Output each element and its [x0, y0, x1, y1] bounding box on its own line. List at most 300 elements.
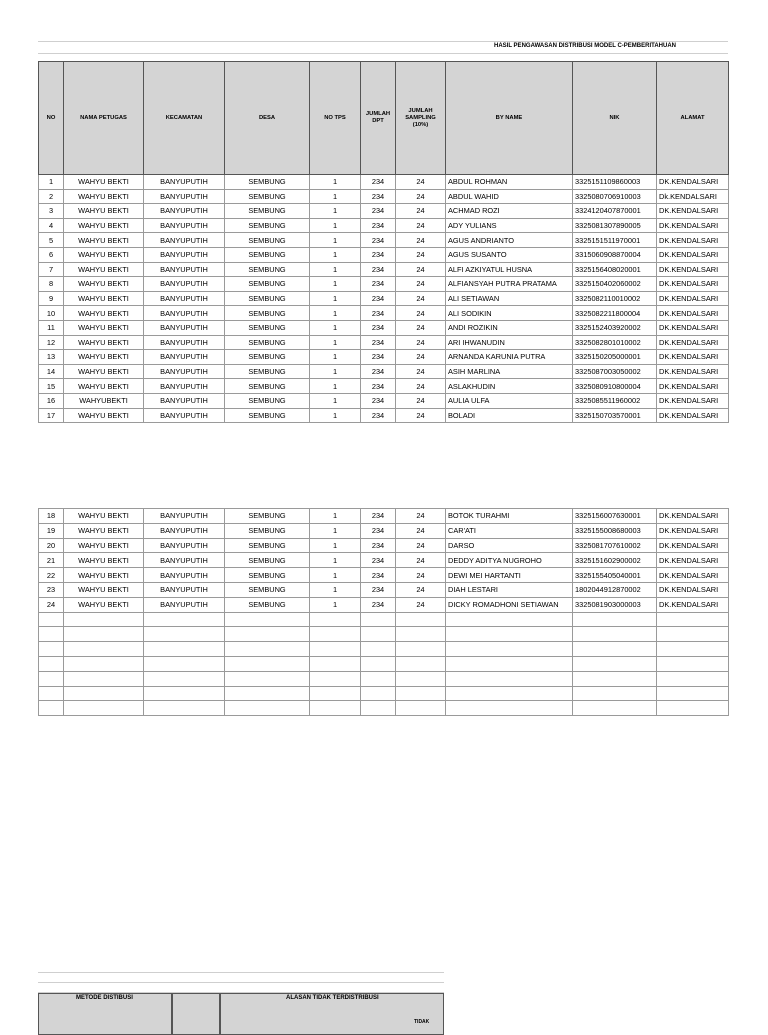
table-cell: 3325151602900002: [573, 553, 657, 568]
empty-cell: [64, 671, 144, 686]
table-row: [39, 306, 729, 321]
empty-cell: [144, 701, 225, 716]
empty-cell: [39, 686, 64, 701]
empty-row: [39, 656, 729, 671]
table-cell: ABDUL ROHMAN: [446, 175, 573, 190]
table-cell: WAHYU BEKTI: [64, 379, 144, 394]
table-cell: BANYUPUTIH: [144, 175, 225, 190]
table-cell: 21: [39, 553, 64, 568]
column-header: JUMLAH SAMPLING (10%): [396, 62, 446, 175]
table-cell: WAHYU BEKTI: [64, 291, 144, 306]
empty-cell: [225, 627, 310, 642]
table-cell: 14: [39, 364, 64, 379]
empty-cell: [64, 701, 144, 716]
table-cell: SEMBUNG: [225, 306, 310, 321]
empty-cell: [396, 612, 446, 627]
table-cell: 234: [361, 350, 396, 365]
table-cell: DK.KENDALSARI: [657, 538, 729, 553]
column-header: BY NAME: [446, 62, 573, 175]
table-cell: 1: [310, 523, 361, 538]
table-cell: BANYUPUTIH: [144, 262, 225, 277]
bottom-section: [38, 972, 444, 1024]
table-cell: DEWI MEI HARTANTI: [446, 568, 573, 583]
empty-cell: [144, 612, 225, 627]
table-cell: 1: [310, 393, 361, 408]
empty-cell: [657, 701, 729, 716]
table-cell: AULIA ULFA: [446, 393, 573, 408]
empty-cell: [396, 671, 446, 686]
table-cell: 20: [39, 538, 64, 553]
empty-cell: [446, 671, 573, 686]
table-cell: SEMBUNG: [225, 247, 310, 262]
table-cell: 1: [310, 408, 361, 423]
column-header: NAMA PETUGAS: [64, 62, 144, 175]
table-cell: 234: [361, 568, 396, 583]
empty-cell: [573, 627, 657, 642]
table-cell: DK.KENDALSARI: [657, 218, 729, 233]
table-cell: 234: [361, 320, 396, 335]
empty-row: [39, 671, 729, 686]
column-header: DESA: [225, 62, 310, 175]
table-row: [39, 175, 729, 190]
table-cell: 3: [39, 204, 64, 219]
table-cell: Dk.KENDALSARI: [657, 189, 729, 204]
table-cell: SEMBUNG: [225, 277, 310, 292]
distribution-table-page-2: [38, 508, 729, 716]
empty-cell: [657, 642, 729, 657]
table-cell: 1: [310, 350, 361, 365]
table-cell: BANYUPUTIH: [144, 306, 225, 321]
table-cell: 3325085511960002: [573, 393, 657, 408]
table-cell: ACHMAD ROZI: [446, 204, 573, 219]
table-cell: 3325150703570001: [573, 408, 657, 423]
table-cell: WAHYU BEKTI: [64, 408, 144, 423]
table-cell: 4: [39, 218, 64, 233]
empty-cell: [446, 642, 573, 657]
table-cell: DK.KENDALSARI: [657, 262, 729, 277]
table-cell: DK.KENDALSARI: [657, 509, 729, 524]
alasan-label: ALASAN TIDAK TERDISTRIBUSI: [286, 995, 379, 1001]
table-cell: 234: [361, 597, 396, 612]
empty-cell: [39, 656, 64, 671]
bottom-rule: [38, 972, 444, 973]
table-cell: 234: [361, 291, 396, 306]
table-cell: 24: [396, 509, 446, 524]
empty-cell: [64, 612, 144, 627]
empty-cell: [64, 656, 144, 671]
bottom-rule: [38, 982, 444, 983]
table-row: [39, 538, 729, 553]
table-cell: BANYUPUTIH: [144, 247, 225, 262]
table-cell: SEMBUNG: [225, 523, 310, 538]
table-cell: 234: [361, 262, 396, 277]
table-cell: ALFI AZKIYATUL HUSNA: [446, 262, 573, 277]
empty-cell: [225, 656, 310, 671]
table-cell: 234: [361, 277, 396, 292]
table-cell: WAHYU BEKTI: [64, 509, 144, 524]
empty-cell: [144, 642, 225, 657]
table-cell: 3325150402060002: [573, 277, 657, 292]
table-cell: 3325081903000003: [573, 597, 657, 612]
table-cell: 24: [396, 262, 446, 277]
table-cell: SEMBUNG: [225, 509, 310, 524]
table-cell: 22: [39, 568, 64, 583]
table-cell: 3325151109860003: [573, 175, 657, 190]
empty-cell: [310, 701, 361, 716]
table-cell: DK.KENDALSARI: [657, 364, 729, 379]
empty-cell: [39, 627, 64, 642]
table-cell: 1: [310, 233, 361, 248]
table-cell: 24: [396, 218, 446, 233]
table-cell: DK.KENDALSARI: [657, 350, 729, 365]
table-cell: BANYUPUTIH: [144, 509, 225, 524]
table-cell: BANYUPUTIH: [144, 582, 225, 597]
empty-cell: [310, 642, 361, 657]
empty-cell: [446, 612, 573, 627]
empty-cell: [144, 686, 225, 701]
table-cell: DK.KENDALSARI: [657, 204, 729, 219]
table-cell: 7: [39, 262, 64, 277]
table-cell: 1: [310, 335, 361, 350]
table-row: [39, 393, 729, 408]
table-cell: 234: [361, 509, 396, 524]
table-cell: 24: [396, 233, 446, 248]
table-cell: 234: [361, 189, 396, 204]
table-cell: BANYUPUTIH: [144, 350, 225, 365]
table-cell: DK.KENDALSARI: [657, 523, 729, 538]
table-cell: BANYUPUTIH: [144, 379, 225, 394]
empty-cell: [396, 656, 446, 671]
empty-cell: [573, 656, 657, 671]
table-cell: 12: [39, 335, 64, 350]
table-cell: WAHYU BEKTI: [64, 582, 144, 597]
table-row: [39, 408, 729, 423]
table-cell: 3325082110010002: [573, 291, 657, 306]
column-header: NO: [39, 62, 64, 175]
table-cell: 18: [39, 509, 64, 524]
table-cell: 3325155405040001: [573, 568, 657, 583]
table-cell: 24: [396, 597, 446, 612]
table-cell: DK.KENDALSARI: [657, 335, 729, 350]
table-cell: BANYUPUTIH: [144, 364, 225, 379]
table-cell: BANYUPUTIH: [144, 523, 225, 538]
table-cell: 3325081307890005: [573, 218, 657, 233]
table-cell: 24: [396, 582, 446, 597]
table-cell: DK.KENDALSARI: [657, 582, 729, 597]
table-cell: DK.KENDALSARI: [657, 568, 729, 583]
table-cell: 234: [361, 233, 396, 248]
table-cell: DARSO: [446, 538, 573, 553]
table-cell: WAHYU BEKTI: [64, 553, 144, 568]
table-cell: 1: [310, 277, 361, 292]
table-row: [39, 277, 729, 292]
table-row: [39, 582, 729, 597]
table-cell: 3325151511970001: [573, 233, 657, 248]
table-cell: 1: [310, 262, 361, 277]
table-row: [39, 509, 729, 524]
table-cell: 24: [396, 393, 446, 408]
table-cell: 1: [310, 218, 361, 233]
empty-cell: [657, 686, 729, 701]
empty-cell: [657, 612, 729, 627]
table-row: [39, 523, 729, 538]
table-cell: SEMBUNG: [225, 335, 310, 350]
table-cell: 3325080706910003: [573, 189, 657, 204]
table-cell: 1: [310, 291, 361, 306]
table-cell: DK.KENDALSARI: [657, 277, 729, 292]
table-cell: 3315060908870004: [573, 247, 657, 262]
table-row: [39, 247, 729, 262]
table-cell: 1: [310, 597, 361, 612]
table-cell: ALI SODIKIN: [446, 306, 573, 321]
table-cell: 24: [396, 291, 446, 306]
table-cell: 1: [310, 306, 361, 321]
table-cell: BANYUPUTIH: [144, 553, 225, 568]
column-header: NIK: [573, 62, 657, 175]
table-cell: 3325082211800004: [573, 306, 657, 321]
table-cell: BANYUPUTIH: [144, 597, 225, 612]
table-cell: 11: [39, 320, 64, 335]
table-cell: 24: [396, 204, 446, 219]
table-cell: BOTOK TURAHMI: [446, 509, 573, 524]
table-cell: ARNANDA KARUNIA PUTRA: [446, 350, 573, 365]
table-cell: 234: [361, 175, 396, 190]
empty-cell: [573, 701, 657, 716]
table-cell: 234: [361, 379, 396, 394]
table-cell: SEMBUNG: [225, 218, 310, 233]
table-cell: AGUS SUSANTO: [446, 247, 573, 262]
table-row: [39, 218, 729, 233]
empty-cell: [573, 686, 657, 701]
table-row: [39, 291, 729, 306]
table-cell: 24: [396, 379, 446, 394]
table-cell: WAHYU BEKTI: [64, 306, 144, 321]
table-cell: 2: [39, 189, 64, 204]
table-cell: WAHYU BEKTI: [64, 218, 144, 233]
empty-cell: [446, 656, 573, 671]
metode-label: METODE DISTIBUSI: [76, 995, 133, 1001]
table-row: [39, 204, 729, 219]
empty-cell: [361, 686, 396, 701]
empty-cell: [64, 686, 144, 701]
table-cell: ASLAKHUDIN: [446, 379, 573, 394]
table-cell: SEMBUNG: [225, 553, 310, 568]
table-cell: 3325081707610002: [573, 538, 657, 553]
empty-cell: [657, 627, 729, 642]
table-cell: ADY YULIANS: [446, 218, 573, 233]
empty-cell: [573, 642, 657, 657]
empty-cell: [225, 671, 310, 686]
table-cell: 24: [396, 175, 446, 190]
sheet-title: HASIL PENGAWASAN DISTRIBUSI MODEL C-PEMBERITAHUAN: [494, 43, 677, 49]
table-cell: 1: [39, 175, 64, 190]
table-cell: 23: [39, 582, 64, 597]
table-cell: 234: [361, 204, 396, 219]
table-cell: 3325080910800004: [573, 379, 657, 394]
column-header: ALAMAT: [657, 62, 729, 175]
table-cell: 24: [396, 364, 446, 379]
table-cell: 16: [39, 393, 64, 408]
table-cell: ALI SETIAWAN: [446, 291, 573, 306]
table-cell: 13: [39, 350, 64, 365]
table-cell: 19: [39, 523, 64, 538]
table-row: [39, 568, 729, 583]
table-cell: 24: [396, 408, 446, 423]
table-cell: 9: [39, 291, 64, 306]
table-cell: ANDI ROZIKIN: [446, 320, 573, 335]
empty-cell: [64, 642, 144, 657]
table-cell: BANYUPUTIH: [144, 218, 225, 233]
table-cell: WAHYUBEKTI: [64, 393, 144, 408]
table-cell: DEDDY ADITYA NUGROHO: [446, 553, 573, 568]
table-cell: 1: [310, 364, 361, 379]
table-cell: SEMBUNG: [225, 175, 310, 190]
empty-cell: [573, 671, 657, 686]
table-cell: BANYUPUTIH: [144, 320, 225, 335]
table-cell: BANYUPUTIH: [144, 204, 225, 219]
table-cell: 234: [361, 523, 396, 538]
empty-cell: [310, 656, 361, 671]
table-cell: 24: [396, 350, 446, 365]
table-cell: 3325150205000001: [573, 350, 657, 365]
empty-cell: [144, 627, 225, 642]
table-cell: DIAH LESTARI: [446, 582, 573, 597]
empty-cell: [396, 627, 446, 642]
table-header-row: [39, 62, 729, 175]
table-cell: CAR'ATI: [446, 523, 573, 538]
empty-cell: [39, 642, 64, 657]
empty-cell: [225, 701, 310, 716]
empty-cell: [396, 686, 446, 701]
column-header: NO TPS: [310, 62, 361, 175]
table-cell: 8: [39, 277, 64, 292]
table-cell: 234: [361, 538, 396, 553]
table-cell: BOLADI: [446, 408, 573, 423]
table-row: [39, 233, 729, 248]
tidak-label: TIDAK: [414, 1019, 430, 1025]
table-cell: 234: [361, 247, 396, 262]
table-row: [39, 320, 729, 335]
column-header: JUMLAH DPT: [361, 62, 396, 175]
table-cell: 24: [396, 553, 446, 568]
table-cell: 3325156007630001: [573, 509, 657, 524]
table-cell: WAHYU BEKTI: [64, 277, 144, 292]
empty-row: [39, 627, 729, 642]
table-cell: BANYUPUTIH: [144, 538, 225, 553]
empty-cell: [361, 671, 396, 686]
table-cell: 1: [310, 553, 361, 568]
table-cell: WAHYU BEKTI: [64, 350, 144, 365]
table-cell: 6: [39, 247, 64, 262]
table-cell: 234: [361, 364, 396, 379]
table-cell: 24: [396, 538, 446, 553]
table-cell: DK.KENDALSARI: [657, 393, 729, 408]
table-cell: 234: [361, 306, 396, 321]
table-cell: 24: [396, 277, 446, 292]
table-cell: 1: [310, 175, 361, 190]
table-cell: WAHYU BEKTI: [64, 523, 144, 538]
table-cell: 234: [361, 218, 396, 233]
empty-cell: [361, 642, 396, 657]
table-cell: SEMBUNG: [225, 408, 310, 423]
table-cell: SEMBUNG: [225, 204, 310, 219]
empty-cell: [310, 686, 361, 701]
empty-cell: [657, 671, 729, 686]
empty-cell: [310, 671, 361, 686]
empty-cell: [396, 642, 446, 657]
table-cell: 15: [39, 379, 64, 394]
table-cell: DK.KENDALSARI: [657, 306, 729, 321]
table-cell: AGUS ANDRIANTO: [446, 233, 573, 248]
empty-cell: [361, 627, 396, 642]
table-cell: BANYUPUTIH: [144, 568, 225, 583]
empty-cell: [225, 642, 310, 657]
table-cell: DK.KENDALSARI: [657, 379, 729, 394]
table-cell: 24: [396, 335, 446, 350]
table-cell: DK.KENDALSARI: [657, 597, 729, 612]
table-cell: SEMBUNG: [225, 393, 310, 408]
empty-cell: [144, 656, 225, 671]
table-cell: 24: [396, 247, 446, 262]
empty-row: [39, 701, 729, 716]
distribution-table-page-1: [38, 61, 729, 423]
empty-cell: [446, 686, 573, 701]
table-cell: SEMBUNG: [225, 189, 310, 204]
table-cell: WAHYU BEKTI: [64, 247, 144, 262]
table-row: [39, 597, 729, 612]
empty-cell: [310, 627, 361, 642]
table-cell: SEMBUNG: [225, 291, 310, 306]
table-cell: ARI IHWANUDIN: [446, 335, 573, 350]
empty-cell: [361, 612, 396, 627]
table-cell: 3325156408020001: [573, 262, 657, 277]
table-cell: ALFIANSYAH PUTRA PRATAMA: [446, 277, 573, 292]
table-cell: DICKY ROMADHONI SETIAWAN: [446, 597, 573, 612]
metode-sub-cell: [172, 993, 220, 1035]
empty-cell: [361, 656, 396, 671]
table-cell: 3325152403920002: [573, 320, 657, 335]
table-cell: 24: [396, 568, 446, 583]
table-cell: 1: [310, 379, 361, 394]
table-row: [39, 189, 729, 204]
empty-row: [39, 642, 729, 657]
table-cell: DK.KENDALSARI: [657, 233, 729, 248]
empty-cell: [39, 671, 64, 686]
table-cell: WAHYU BEKTI: [64, 204, 144, 219]
table-cell: 3325155008680003: [573, 523, 657, 538]
table-cell: SEMBUNG: [225, 350, 310, 365]
table-row: [39, 262, 729, 277]
table-cell: WAHYU BEKTI: [64, 538, 144, 553]
table-cell: WAHYU BEKTI: [64, 189, 144, 204]
empty-row: [39, 686, 729, 701]
table-cell: SEMBUNG: [225, 262, 310, 277]
table-cell: WAHYU BEKTI: [64, 568, 144, 583]
table-cell: WAHYU BEKTI: [64, 320, 144, 335]
table-cell: ABDUL WAHID: [446, 189, 573, 204]
empty-cell: [310, 612, 361, 627]
table-cell: 1: [310, 247, 361, 262]
table-cell: WAHYU BEKTI: [64, 364, 144, 379]
table-cell: 1: [310, 509, 361, 524]
table-cell: 24: [396, 523, 446, 538]
table-cell: 17: [39, 408, 64, 423]
empty-cell: [225, 686, 310, 701]
table-row: [39, 553, 729, 568]
table-cell: 1: [310, 320, 361, 335]
table-cell: BANYUPUTIH: [144, 291, 225, 306]
table-cell: 234: [361, 408, 396, 423]
